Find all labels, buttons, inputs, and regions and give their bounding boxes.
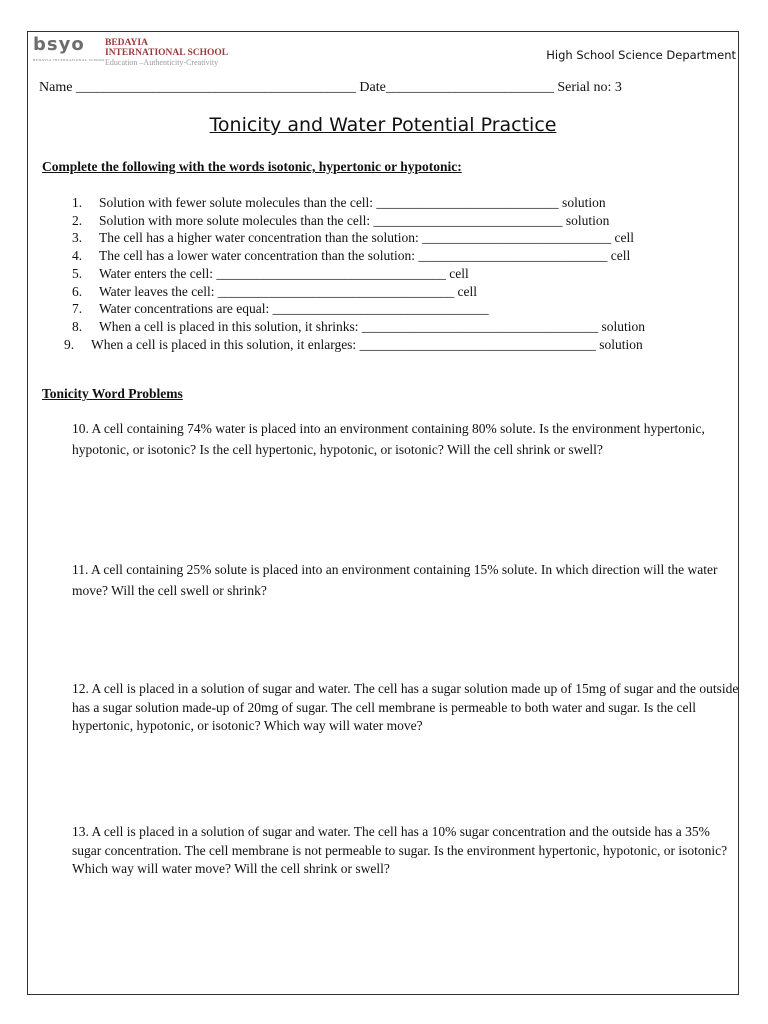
list-item — [72, 247, 645, 265]
instructions-heading: Complete the following with the words isotonic, hypertonic or hypotonic: — [42, 159, 462, 174]
word-problem-12: 12. A cell is placed in a solution of sugar and water. The cell has a sugar solution made up of 15mg of sugar and the outside has a sugar solution made-up of 20mg of sugar. The cell membrane is permeable to both water and sugar. Is the cell hypertonic, hypotonic, or isotonic? Which way will water move? — [72, 681, 739, 733]
school-logo — [33, 36, 273, 70]
word-problems-heading: Tonicity Word Problems — [42, 386, 183, 401]
item-number: 8. — [72, 318, 83, 334]
list-item — [72, 318, 645, 336]
item-number: 1. — [72, 195, 83, 210]
word-problem-13: 13. A cell is placed in a solution of sugar and water. The cell has a 10% sugar concentration and the outside has a 35% sugar concentration. The cell membrane is not permeable to sugar. Is the environment hypertonic, hypotonic, or isotonic? Which way will water move? Will the cell shrink or swell? — [72, 824, 728, 876]
item-number: 9. — [64, 336, 75, 352]
item-text: When a cell is placed in this solution, it shrinks: ___________________________________ solution — [99, 318, 645, 334]
item-text: The cell has a higher water concentration than the solution: ____________________________ cell — [99, 230, 634, 246]
list-item — [72, 229, 645, 247]
fill-in-list — [64, 194, 645, 353]
list-item — [72, 283, 645, 301]
page-title: Tonicity and Water Potential Practice — [209, 114, 557, 136]
item-text: Water concentrations are equal: ________________________________ — [99, 301, 489, 317]
item-text: The cell has a lower water concentration than the solution: ____________________________ cell — [99, 248, 631, 264]
department-label: High School Science Department — [546, 48, 736, 62]
item-number: 6. — [72, 283, 83, 299]
list-item — [72, 194, 645, 212]
name-date-serial-line: Name ________________________________________ Date________________________ Serial no: 3 — [39, 80, 622, 95]
item-text: Water leaves the cell: ___________________________________ cell — [99, 283, 477, 299]
school-tagline: Education –Authenticity-Creativity — [105, 58, 219, 67]
item-text: Solution with more solute molecules than the cell: ____________________________ solution — [99, 212, 610, 228]
list-item — [72, 212, 645, 230]
school-name-line2: INTERNATIONAL SCHOOL — [105, 48, 229, 58]
logo-mark: bsyo — [33, 34, 85, 55]
school-name — [105, 38, 228, 68]
list-item — [72, 265, 645, 283]
list-item — [72, 300, 645, 318]
item-number: 3. — [72, 230, 83, 246]
logo-subtext: BEDAYIA INTERNATIONAL SCHOOL — [33, 58, 106, 62]
item-text: When a cell is placed in this solution, it enlarges: ___________________________________ solution — [91, 336, 643, 352]
word-problem-11: 11. A cell containing 25% solute is placed into an environment containing 15% solute. In which direction will the water move? Will the cell swell or shrink? — [72, 562, 718, 598]
item-text: Solution with fewer solute molecules than the cell: ___________________________ solution — [99, 195, 606, 210]
worksheet-page — [27, 31, 739, 995]
item-number: 7. — [72, 301, 83, 317]
list-item — [64, 336, 645, 354]
school-name-line1: BEDAYIA — [105, 38, 148, 48]
item-number: 4. — [72, 248, 83, 264]
word-problem-10: 10. A cell containing 74% water is placed into an environment containing 80% solute. Is the environment hypertonic, hypotonic, or isotonic? Is the cell hypertonic, hypotonic, or isotonic? Will the cell shrink or swell? — [72, 421, 705, 457]
item-number: 2. — [72, 212, 83, 228]
item-number: 5. — [72, 265, 83, 281]
item-text: Water enters the cell: __________________________________ cell — [99, 265, 469, 281]
